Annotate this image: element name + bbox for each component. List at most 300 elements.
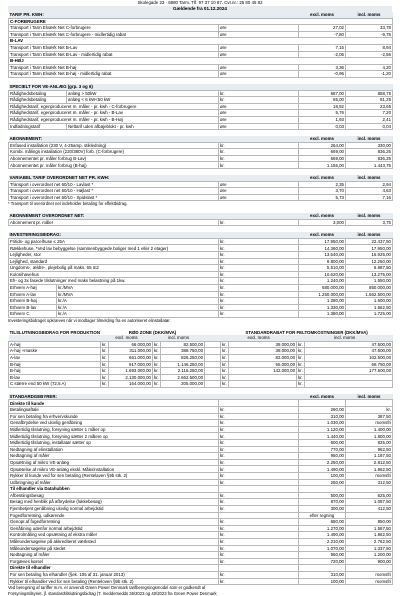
group-heading — [9, 565, 393, 572]
value-incl: 312,50 — [346, 479, 393, 486]
tariff-sheet — [8, 0, 392, 596]
table-row — [9, 453, 393, 460]
row-desc: anlæg < 6 kW<50 kW — [67, 97, 219, 104]
value-incl — [346, 400, 393, 407]
row-label: For sen betaling fra erhvervskunde — [9, 413, 219, 420]
unit: kr. — [222, 355, 227, 360]
row-label: Til elhandler via Datahubben — [9, 486, 219, 493]
row-label: Opsætning af mikro VE-anlæg — [9, 459, 219, 466]
value-excl: 1.380,00 — [299, 311, 346, 318]
row-label: Transport i Tarm Elværk Net B-Lav — [9, 44, 219, 51]
standard-incl: 47.500,00 — [305, 348, 393, 355]
value-excl: -7,80 — [299, 31, 346, 38]
standardgebyrer-table — [8, 394, 393, 585]
table-row — [9, 552, 393, 559]
value-incl: 22.437,50 — [346, 238, 393, 245]
row-unit: kr. — [219, 552, 299, 559]
table-row — [9, 252, 393, 259]
unit: kr. — [222, 381, 227, 387]
value-incl: -1,20 — [346, 71, 393, 78]
abon-over-table — [8, 213, 393, 226]
unit: kr. — [298, 341, 303, 347]
group-heading — [9, 18, 393, 25]
rod-incl: 2.662.500,00 — [161, 374, 205, 381]
unit: kr. — [102, 361, 107, 367]
table-row — [9, 181, 393, 188]
standard-excl: 142.000,00 — [229, 368, 297, 375]
spacer — [205, 374, 221, 381]
value-incl: 6.887,50 — [346, 265, 393, 272]
row-label: Genåbning udenfor normal arbejdstid — [9, 525, 219, 532]
section-title: ABONNEMENT: — [9, 136, 42, 142]
value-incl: momsfri — [346, 473, 393, 480]
table-row — [9, 407, 393, 414]
table-row — [9, 361, 393, 368]
row-label: Kolonihavehus — [9, 271, 219, 278]
table-row — [9, 420, 393, 427]
value-incl: 2.812,50 — [346, 459, 393, 466]
row-label: Transport i overordnet net 60/10 - Højlast * — [9, 188, 219, 195]
table-row — [9, 505, 393, 512]
value-excl: 5,73 — [299, 194, 346, 201]
unit: kr. — [154, 374, 159, 380]
value-excl: 600,00 — [299, 440, 346, 447]
value-excl: 1.070,00 — [299, 545, 346, 552]
group-label: B-HØJ — [9, 58, 393, 65]
value-excl: 260,00 — [299, 407, 346, 414]
row-unit: øre — [219, 123, 299, 130]
row-label: For sen betaling fra elhandler (§ek. 105 af 31. januar 2013) — [9, 571, 219, 578]
unit: kr. — [102, 348, 107, 354]
row-unit: kr. — [219, 407, 299, 414]
value-excl: 7,15 — [299, 44, 346, 51]
row-unit — [219, 400, 299, 407]
rod-incl: 82.500,00 — [161, 341, 205, 348]
row-label: Rådighedstarif, egenproduceret m. måler - pr. kwh - B-Høj — [9, 116, 219, 123]
value-incl — [346, 486, 393, 493]
rod-incl: 826.250,00 — [161, 354, 205, 361]
rod-excl: 917.000,00 — [109, 361, 153, 368]
standard-excl: 55.000,00 — [229, 361, 297, 368]
value-incl: 1.662,50 — [346, 304, 393, 311]
section-title: ABONNEMENT OVERORDNET NET: — [9, 213, 85, 219]
standard-incl — [305, 381, 393, 388]
value-excl: 669,00 — [299, 155, 346, 162]
value-excl: 18,92 — [299, 103, 346, 110]
unit: kr. — [102, 341, 107, 347]
row-unit: øre — [219, 181, 299, 188]
table-row — [9, 238, 393, 245]
table-row — [9, 538, 393, 545]
value-incl: 23,65 — [346, 103, 393, 110]
invest-table — [8, 232, 393, 318]
table-row — [9, 354, 393, 361]
table-row — [9, 31, 393, 38]
table-row — [9, 155, 393, 162]
rod-incl: 2.116.250,00 — [161, 368, 205, 375]
value-excl: 310,00 — [299, 571, 346, 578]
row-desc: anlæg > 50kW — [67, 90, 219, 97]
row-label: Transport i overordnet net 60/10 - Lavlast * — [9, 181, 219, 188]
value-incl: 825,00 — [346, 440, 393, 447]
value-excl: 720,00 — [299, 558, 346, 565]
row-label: Transport i Tarm Elværk Net C-forbrugere - midlertidig rabat — [9, 31, 219, 38]
unit: kr. — [222, 368, 227, 374]
row-label: Genopr.af fogedforretning — [9, 519, 219, 526]
row-label: Midlertidig tilslutning, forsyning sætter 2 målere op — [9, 433, 219, 440]
rod-incl: 1.146.250,00 — [161, 361, 205, 368]
group-label: C-FORBRUGERE — [9, 18, 393, 25]
value-incl: 836,25 — [346, 155, 393, 162]
value-incl: momsfri — [346, 571, 393, 578]
row-label: Transport i Tarm Elværk Net C-forbrugere — [9, 25, 219, 32]
table-row — [9, 381, 393, 388]
section-title: TARIF PR. KWH: — [9, 12, 44, 18]
tarif-table — [8, 12, 393, 78]
value-excl: 1.240,00 — [299, 278, 346, 285]
row-unit: kr. — [219, 499, 299, 506]
row-unit: kr. — [219, 578, 299, 585]
row-unit: kr. — [219, 453, 299, 460]
row-label: Rykker til elhandler ved for sen betaling (Renteloven §9b stk. 2) — [9, 578, 219, 585]
unit: kr. — [222, 348, 227, 354]
section-title: STANDARDGEBYRER: — [9, 393, 57, 399]
value-excl: 300,00 — [299, 505, 346, 512]
row-unit: kr. — [219, 479, 299, 486]
value-incl — [346, 512, 393, 519]
value-excl: 870,00 — [299, 499, 346, 506]
row-label: Rådighedstarif, egenproduceret m. måler - pr. kwh - C-forbrugere — [9, 103, 219, 110]
row-label: B-høj — [9, 368, 101, 375]
value-excl: 264,00 — [299, 142, 346, 149]
value-incl: 962,50 — [346, 446, 393, 453]
row-unit: øre — [219, 64, 299, 71]
col-excl: excl. moms — [310, 232, 334, 238]
row-label: Kombi. målings installation (220/380V) forb. (C-forbrugere) — [9, 149, 219, 156]
row-label: Erhverv B-lav — [9, 304, 57, 311]
value-incl: 4,63 — [346, 188, 393, 195]
value-excl: 1.280,00 — [299, 298, 346, 305]
value-incl: 850.000,00 — [346, 284, 393, 291]
standard-excl — [229, 381, 297, 388]
col-excl: excl. moms — [115, 335, 138, 341]
row-label: Rådighedsbetaling — [9, 90, 67, 97]
row-unit: kr. — [219, 142, 299, 149]
row-label: Nedtagning af måler — [9, 552, 219, 559]
row-label: Fogedforretning, udkørende — [9, 512, 219, 519]
row-unit: øre — [219, 110, 299, 117]
value-incl: 2,41 — [346, 116, 393, 123]
row-unit: kr. — [219, 162, 299, 169]
row-unit: kr. — [219, 155, 299, 162]
row-sub: kr./A — [57, 311, 219, 318]
row-label: Forgæves kørsel — [9, 558, 219, 565]
standard-incl — [305, 374, 393, 381]
col-excl: excl. moms — [310, 175, 334, 181]
row-label: Rækkehuse, *Ved lav bebyggelse (sammenbyggede boliger med 1 eller 2 etager) — [9, 245, 219, 252]
row-label: Midlertidig tilslutning, forsyning sætter 1 måler op — [9, 426, 219, 433]
row-unit: kr. — [219, 545, 299, 552]
row-unit: kr. — [219, 97, 299, 104]
value-excl — [299, 565, 346, 572]
value-incl: 16.925,00 — [346, 252, 393, 259]
table-row — [9, 149, 393, 156]
standard-incl: 177.500,00 — [305, 368, 393, 375]
row-unit: kr. — [219, 571, 299, 578]
value-excl: 2,35 — [299, 181, 346, 188]
row-unit: kr. — [219, 420, 299, 427]
value-excl: 1.490,00 — [299, 466, 346, 473]
row-sub: kr./MVA — [57, 291, 219, 298]
table-row — [9, 116, 393, 123]
table-row — [9, 103, 393, 110]
rod-excl: 164.000,00 — [109, 381, 153, 388]
table-row — [9, 473, 393, 480]
row-sub: kr./A — [57, 298, 219, 305]
row-label: Opsætelse af mikro VE-anlæg ekskl. Målerinstallation — [9, 466, 219, 473]
row-unit: kr. — [219, 278, 299, 285]
rod-excl: 661.000,00 — [109, 354, 153, 361]
specielt-table — [8, 84, 393, 130]
row-label: Erhverv C — [9, 311, 57, 318]
table-row — [9, 341, 393, 348]
table-row — [9, 291, 393, 298]
row-label: B-høj — [9, 361, 101, 368]
unit: kr. — [222, 361, 227, 367]
group-heading — [9, 58, 393, 65]
table-row — [9, 284, 393, 291]
row-unit: øre — [219, 103, 299, 110]
row-label: Måleundersøgelse på stedet — [9, 545, 219, 552]
row-label: Rådighedsbetaling — [9, 97, 67, 104]
table-row — [9, 479, 393, 486]
row-unit: kr. — [219, 238, 299, 245]
unit: kr. — [154, 361, 159, 367]
row-label: Erhverv A-lav — [9, 291, 57, 298]
unit: kr. — [298, 374, 303, 380]
rod-excl: 311.000,00 — [109, 348, 153, 355]
value-incl: 1.200,00 — [346, 552, 393, 559]
unit: kr. — [222, 341, 227, 347]
row-unit: kr. — [219, 413, 299, 420]
table-row — [9, 71, 393, 78]
value-excl: 1,93 — [299, 116, 346, 123]
value-incl: momsfri — [346, 420, 393, 427]
col-excl: excl. moms — [310, 393, 334, 399]
table-row — [9, 188, 393, 195]
row-unit: øre — [219, 116, 299, 123]
row-label: Eh- og 3x fasede tilslutninger med maks belastning på 1kw. — [9, 278, 219, 285]
unit: kr. — [154, 348, 159, 354]
row-label: Erhverv B-høj — [9, 298, 57, 305]
table-row — [9, 578, 393, 585]
row-sub: kr./MVA — [57, 284, 219, 291]
row-label: Lejligheder, stor — [9, 252, 219, 259]
value-excl: 1.270,00 — [299, 525, 346, 532]
row-unit — [219, 486, 299, 493]
value-incl: 8,94 — [346, 44, 393, 51]
row-label: Indfødningstarif — [9, 123, 67, 130]
unit: kr. — [102, 381, 107, 387]
row-label: Transport i overordnet net 60/10 - Spidslast * — [9, 194, 219, 201]
row-unit — [219, 565, 299, 572]
value-excl: 960,00 — [299, 552, 346, 559]
value-incl: 7,20 — [346, 110, 393, 117]
value-incl: 1.400,00 — [346, 426, 393, 433]
value-excl: 3,000 — [299, 219, 346, 226]
row-unit: kr. — [219, 298, 299, 305]
value-excl: 687,00 — [299, 90, 346, 97]
row-label: Transport i Tarm Elværk Net B-høj - midlertidig rabat — [9, 71, 219, 78]
col-excl: excl. moms — [310, 12, 334, 18]
col-standard: STANDARDRABAT FOR FELTOMKOSTNINGER (DKK/MVA) — [245, 329, 368, 335]
value-excl: 5.510,00 — [299, 265, 346, 272]
table-row — [9, 545, 393, 552]
table-row — [9, 571, 393, 578]
unit: kr. — [154, 381, 159, 387]
value-excl: 17.950,00 — [299, 238, 346, 245]
row-label: Midlertidig tilslutning, installatør sætter op — [9, 440, 219, 447]
value-incl: -2,56 — [346, 51, 393, 58]
row-label: Enfased installation (230 V, 4-25amp. stikledning) — [9, 142, 219, 149]
value-incl: 1.443,75 — [346, 162, 393, 169]
row-unit: kr. — [219, 532, 299, 539]
table-row — [9, 110, 393, 117]
rod-excl: 2.130.000,00 — [109, 374, 153, 381]
table-row — [9, 97, 393, 104]
tilslutning-table — [8, 330, 393, 388]
value-incl: 7,16 — [346, 194, 393, 201]
table-row — [9, 446, 393, 453]
value-incl: 1.087,50 — [346, 499, 393, 506]
value-excl: 1.490,00 — [299, 532, 346, 539]
value-incl: 17.950,00 — [346, 245, 393, 252]
group-heading — [9, 486, 393, 493]
row-unit: kr. — [219, 558, 299, 565]
spacer — [205, 348, 221, 355]
table-row — [9, 298, 393, 305]
group-label: B-LAV — [9, 38, 393, 45]
table-row — [9, 64, 393, 71]
row-label: Måleundersøgelse på akkrediteret værksted — [9, 538, 219, 545]
row-label: Nedtagning af elinstallation — [9, 446, 219, 453]
row-sub: kr./A — [57, 304, 219, 311]
rod-excl: 66.000,00 — [109, 341, 153, 348]
company-address: Skolegade 23 · 6880 Tarm. Tlf. 97 37 10 87. Cvr.nr.: 25 80 45 82 — [137, 0, 263, 5]
row-desc: Nettarif uden afbøjeblokt - pr. kwh — [67, 123, 219, 130]
col-excl: excl. moms — [247, 335, 270, 341]
table-row — [9, 278, 393, 285]
footer-line-2: Forsyningstilsynet, jf. standardtilslutningsbidrag (T. meddemedds 36/2023 og 40/2023 fra Green Power Denmark — [8, 590, 217, 596]
unit: kr. — [298, 355, 303, 360]
row-label: Betalingsaftale — [9, 407, 219, 414]
value-excl — [299, 400, 346, 407]
value-incl: 387,50 — [346, 413, 393, 420]
row-label: Nedtagning af måler — [9, 453, 219, 460]
value-excl: 65,00 — [299, 97, 346, 104]
value-excl: 5,76 — [299, 110, 346, 117]
value-incl: 900,00 — [346, 558, 393, 565]
value-incl: 1.562.500,00 — [346, 291, 393, 298]
row-unit: kr. — [219, 271, 299, 278]
section-title: SPECIELT FOR VE-ANLÆG (grp. 3 og 6) — [9, 84, 93, 90]
table-row — [9, 499, 393, 506]
row-label: Abonnementet pr. måler forbrug (B-høj) — [9, 162, 219, 169]
row-unit: kr. — [219, 258, 299, 265]
row-unit — [219, 512, 299, 519]
spacer — [205, 381, 221, 388]
col-incl: incl. moms — [168, 335, 190, 341]
value-excl: 13.540,00 — [299, 252, 346, 259]
table-row — [9, 162, 393, 169]
value-incl — [346, 565, 393, 572]
table-row — [9, 258, 393, 265]
col-incl: incl. moms — [357, 232, 381, 238]
row-label: Rykker til kunde ved for sen betaling (Rentelaven §9b stk. 2) — [9, 473, 219, 480]
table-row — [9, 558, 393, 565]
row-label: Rådighedstarif, egenproduceret m. måler - pr. kwh - B-Lav — [9, 110, 219, 117]
value-excl: -0,96 — [299, 71, 346, 78]
unit: kr. — [298, 361, 303, 367]
row-label: Fjernbetjent genåbning ulovlig normal arbejdstid — [9, 505, 219, 512]
row-unit: øre — [219, 44, 299, 51]
row-label: Fritids- og parcelhuse ≤ 25A — [9, 238, 219, 245]
table-row — [9, 512, 393, 519]
value-incl: momsfri — [346, 578, 393, 585]
standard-incl: 47.500,00 — [305, 341, 393, 348]
row-unit: kr. — [219, 440, 299, 447]
table-row — [9, 44, 393, 51]
value-excl: 3,70 — [299, 188, 346, 195]
value-excl — [299, 486, 346, 493]
value-incl: 4,20 — [346, 64, 393, 71]
section-title: INVESTERINGSBIDRAG: — [9, 232, 61, 238]
value-incl: 330,00 — [346, 142, 393, 149]
value-excl: 1.030,00 — [299, 420, 346, 427]
table-row — [9, 219, 393, 226]
table-row — [9, 142, 393, 149]
valid-from-banner: Gældende fra 01.12.2024 — [8, 6, 392, 12]
value-excl: efter regning — [299, 512, 346, 519]
value-incl: 13.275,00 — [346, 271, 393, 278]
row-label: Abonnementet pr. måler forbrug B-Lav) — [9, 155, 219, 162]
value-incl: 836,25 — [346, 149, 393, 156]
value-excl: 100,00 — [299, 578, 346, 585]
row-unit: kr. — [219, 426, 299, 433]
row-unit: kr. — [219, 219, 299, 226]
row-unit: kr. — [219, 466, 299, 473]
spacer — [205, 341, 221, 348]
row-label: Besøg med henblik på afbrydelse (lukkebesøg) — [9, 499, 219, 506]
row-label: Lejlighed, standard — [9, 258, 219, 265]
row-label: Transport i Tarm Elværk Net B-høj — [9, 64, 219, 71]
value-excl: 1.250.000,00 — [299, 291, 346, 298]
value-excl: 14.360,00 — [299, 245, 346, 252]
col-rod-zone: RØD ZONE (DKK/MVA) — [128, 329, 177, 335]
variabel-note: * Transport til overordnet net indeholder betaling for effektbidrag. — [8, 201, 128, 207]
unit: kr. — [298, 368, 303, 374]
row-unit: øre — [219, 25, 299, 32]
table-row — [9, 25, 393, 32]
row-unit: kr. — [219, 505, 299, 512]
value-excl: 680.000,00 — [299, 284, 346, 291]
value-incl: -9,75 — [346, 31, 393, 38]
table-row — [9, 492, 393, 499]
group-heading — [9, 400, 393, 407]
row-label: A-lav — [9, 354, 101, 361]
table-row — [9, 51, 393, 58]
variabel-table — [8, 175, 393, 201]
